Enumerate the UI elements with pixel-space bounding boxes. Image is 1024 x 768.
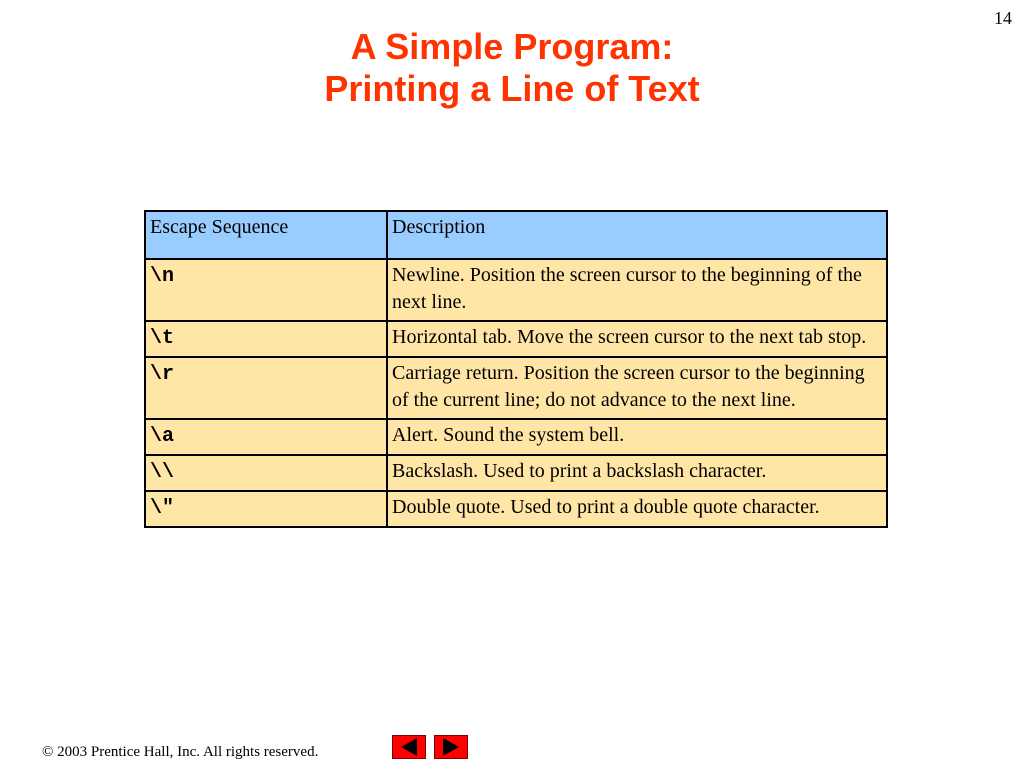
title-line-2: Printing a Line of Text (324, 68, 700, 109)
sequence-cell (145, 455, 387, 491)
slide-title (0, 26, 1024, 110)
next-slide-button[interactable] (434, 735, 468, 759)
table-row (145, 455, 887, 491)
sequence-code: \t (150, 327, 175, 350)
table-header-row (145, 211, 887, 259)
sequence-code: \a (150, 425, 175, 448)
sequence-cell (145, 259, 387, 321)
left-arrow-icon (401, 738, 417, 756)
description-cell: Alert. Sound the system bell. (387, 419, 887, 455)
table-row (145, 321, 887, 357)
sequence-cell (145, 491, 387, 527)
escape-sequence-table (144, 210, 888, 528)
copyright-footer: © 2003 Prentice Hall, Inc. All rights reserved. (42, 744, 319, 760)
description-cell: Carriage return. Position the screen cursor to the beginning of the current line; do not advance to the next line. (387, 357, 887, 419)
description-cell: Newline. Position the screen cursor to the beginning of the next line. (387, 259, 887, 321)
sequence-cell (145, 357, 387, 419)
right-arrow-icon (443, 738, 459, 756)
header-escape-sequence: Escape Sequence (145, 211, 387, 259)
table-row (145, 259, 887, 321)
sequence-code: \\ (150, 461, 175, 484)
table-row (145, 491, 887, 527)
description-cell: Double quote. Used to print a double quote character. (387, 491, 887, 527)
sequence-code: \r (150, 363, 175, 386)
sequence-code: \n (150, 265, 175, 288)
table-row (145, 357, 887, 419)
header-description: Description (387, 211, 887, 259)
description-cell: Backslash. Used to print a backslash character. (387, 455, 887, 491)
table-row (145, 419, 887, 455)
sequence-code: \" (150, 497, 175, 520)
sequence-cell (145, 419, 387, 455)
description-cell: Horizontal tab. Move the screen cursor to the next tab stop. (387, 321, 887, 357)
title-line-1: A Simple Program: (350, 26, 674, 67)
sequence-cell (145, 321, 387, 357)
previous-slide-button[interactable] (392, 735, 426, 759)
slide-navigation (392, 735, 468, 759)
page-number: 14 (994, 8, 1012, 28)
